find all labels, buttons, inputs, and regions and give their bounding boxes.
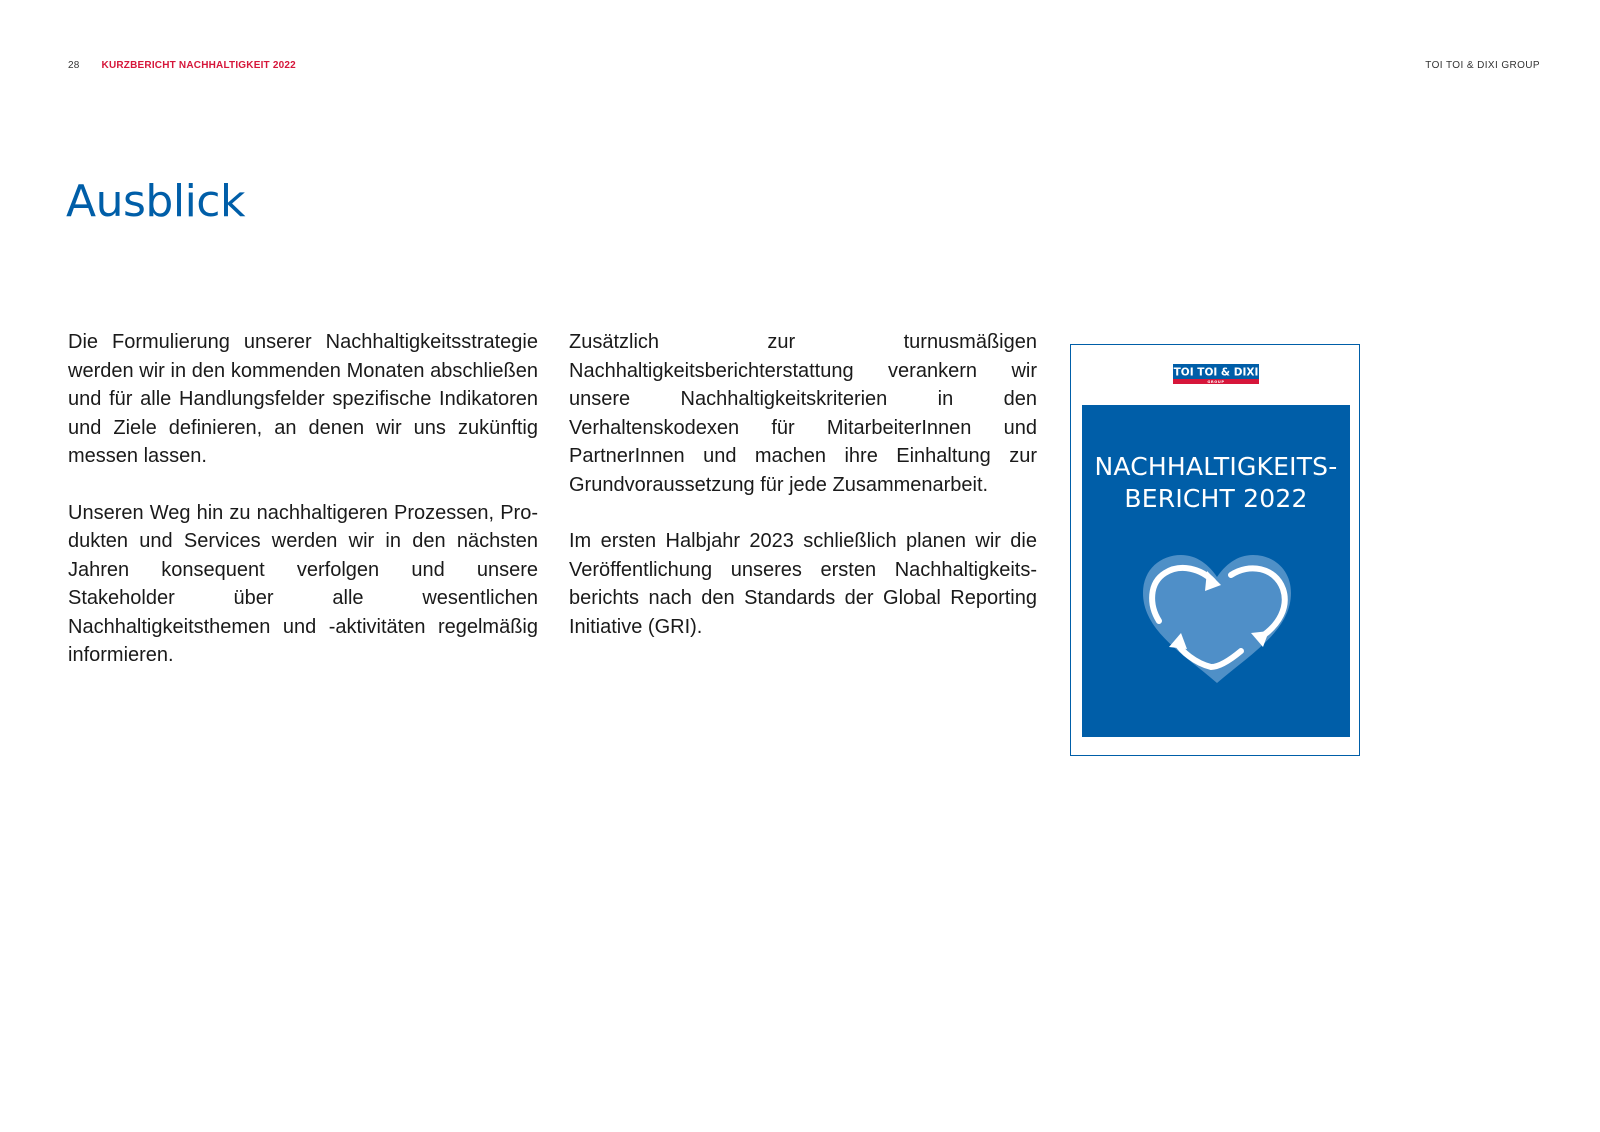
paragraph: Zusätzlich zur turnusmäßigen Nachhaltigkeitsberichterstattung verankern wir unsere Nachhaltigkeitskriterien in den Verhaltenskodexen für MitarbeiterInnen und PartnerInnen und machen ihre Einhaltung zur Grundvoraussetzung für jede Zusammenarbeit. xyxy=(569,331,1037,496)
report-label: KURZBERICHT NACHHALTIGKEIT 2022 xyxy=(101,60,296,71)
page-title: Ausblick xyxy=(66,176,245,227)
paragraph: Die Formulierung unserer Nachhaltigkeitsstrategie werden wir in den kommenden Monaten abschließen und für alle Handlungsfelder spezifische Indikatoren und Ziele definieren, an denen wir uns zukünftig messen lassen. xyxy=(68,331,538,467)
cover-title xyxy=(1082,451,1350,515)
page-number: 28 xyxy=(68,60,80,71)
cover-title-line: BERICHT 2022 xyxy=(1124,484,1308,513)
paragraph: Unseren Weg hin zu nachhaltigeren Prozessen, Produkten und Services werden wir in den nächsten Jahren konsequent verfolgen und unsere Stakeholder über alle wesentlichen Nachhaltigkeitsthemen und -aktivitäten regelmäßig informieren. xyxy=(68,501,538,666)
heart-recycle-icon xyxy=(1137,551,1297,687)
cover-panel xyxy=(1082,405,1350,737)
logo-text: TOI TOI & DIXI xyxy=(1173,366,1259,379)
paragraph: Im ersten Halbjahr 2023 schließlich planen wir die Veröffentlichung unseres ersten Nachhaltigkeitsberichts nach den Standards der Global Reporting Initiative (GRI). xyxy=(569,530,1037,638)
company-name: TOI TOI & DIXI GROUP xyxy=(1425,60,1540,71)
brand-logo xyxy=(1173,364,1259,388)
text-column-right xyxy=(569,328,1037,669)
report-cover-thumbnail xyxy=(1070,344,1360,756)
running-header xyxy=(68,60,296,71)
text-column-left xyxy=(68,328,538,698)
cover-title-line: NACHHALTIGKEITS- xyxy=(1094,452,1338,481)
logo-subtext: GROUP xyxy=(1207,380,1225,384)
